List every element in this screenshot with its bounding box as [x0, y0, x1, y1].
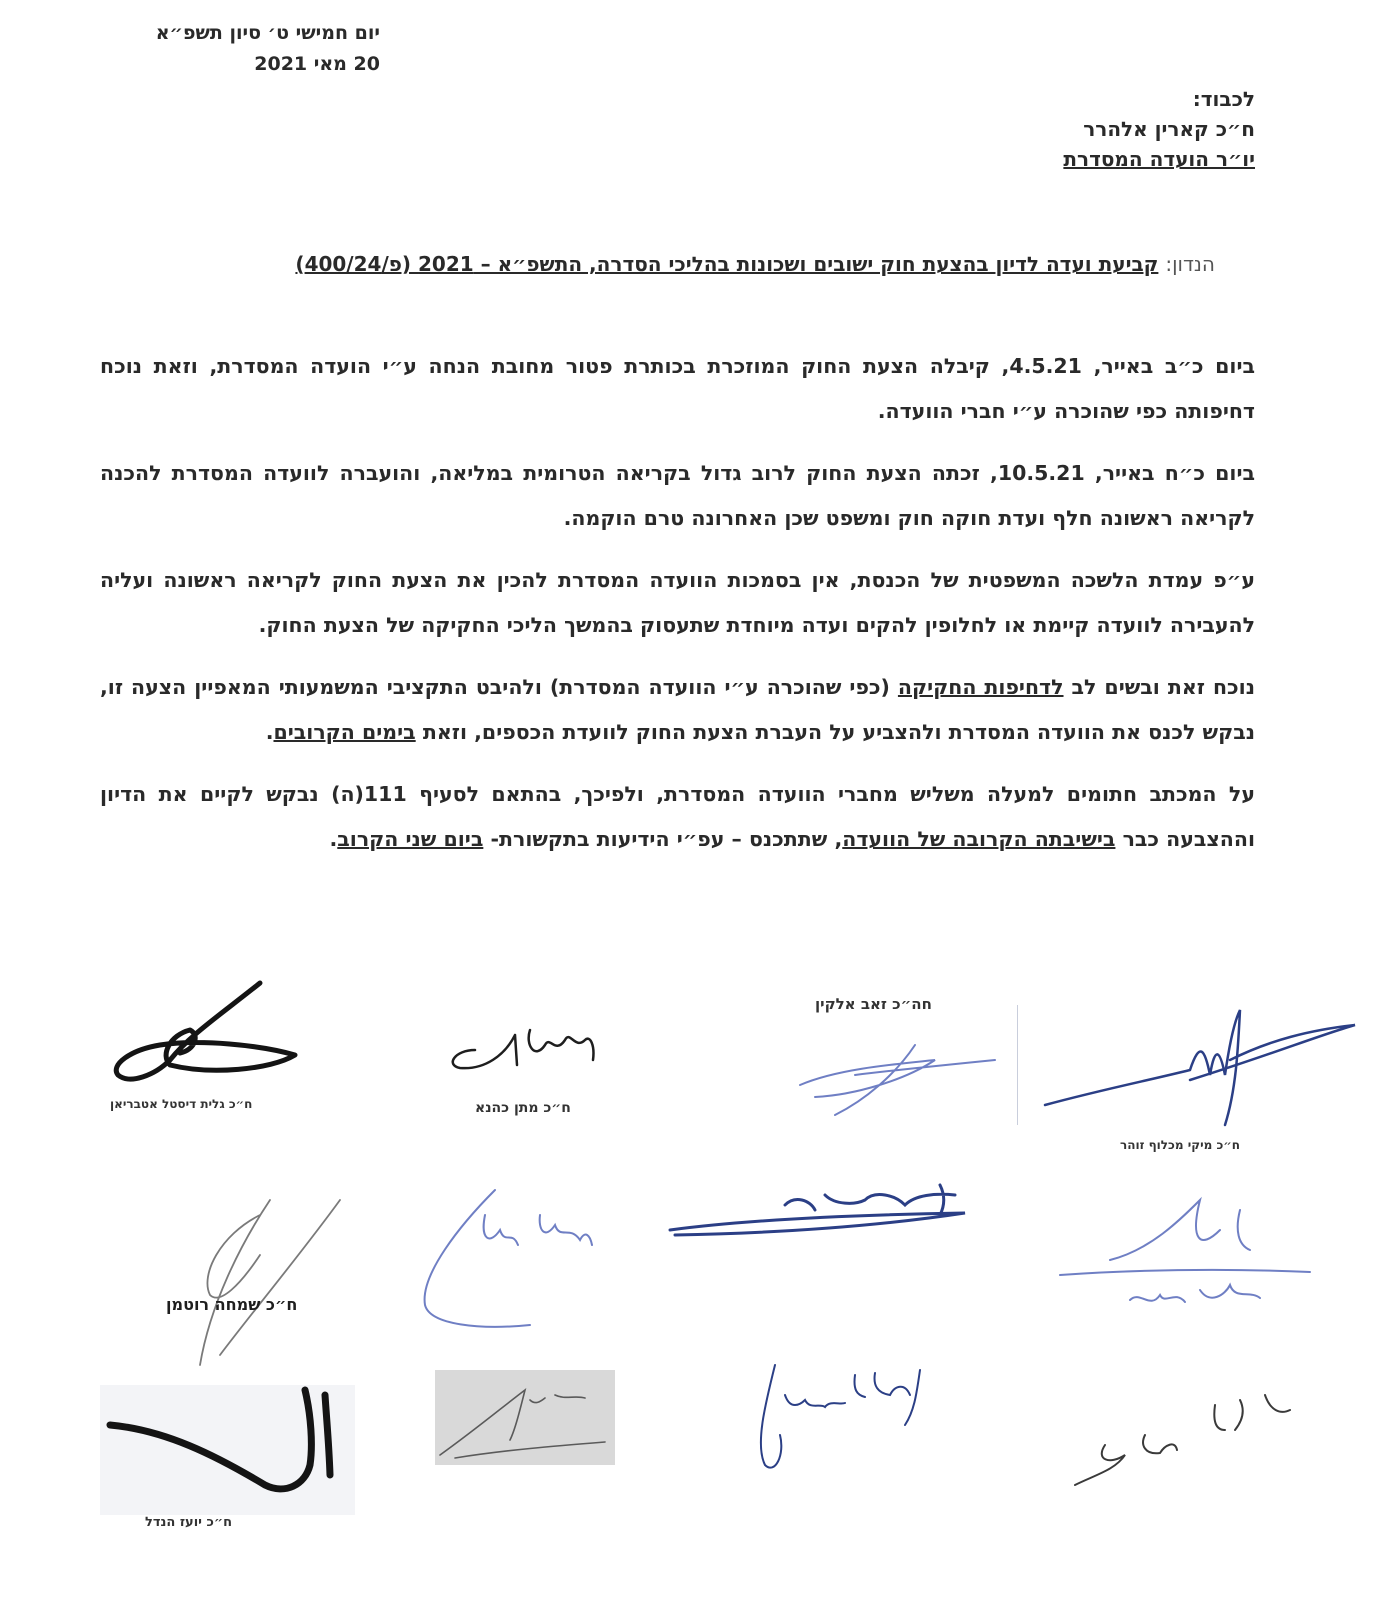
coming-days-underline: בימים הקרובים — [273, 720, 416, 744]
signature-row2-col3 — [665, 1175, 985, 1255]
signature-row3-col2 — [435, 1370, 615, 1465]
signature-row2-col4-ink — [1050, 1190, 1320, 1330]
signature-row3-col3-ink — [745, 1355, 945, 1485]
signature-rotman — [160, 1195, 380, 1375]
paragraph-3: ע״פ עמדת הלשכה המשפטית של הכנסת, אין בסמכות הוועדה המסדרת להכין את הצעת החוק לקריאה ראשונה ועליה להעבירה לוועדה קיימת או לחלופין להקים ועדה מיוחדת שתעסוק בהמשך הליכי החקיקה של הצעת החוק. — [100, 568, 1255, 637]
addressee-name: ח״כ קארין אלהרר — [1083, 117, 1255, 141]
signature-row3-col4 — [1065, 1385, 1305, 1495]
signature-distel-ink — [100, 975, 320, 1105]
signature-row2-col2-ink — [420, 1185, 620, 1335]
next-monday-underline: ביום שני הקרוב — [337, 827, 484, 851]
signature-hendel-name: ח״כ יועז הנדל — [145, 1515, 233, 1530]
addressee-block — [1063, 84, 1255, 174]
signature-separator-line — [1017, 1005, 1018, 1125]
paragraph-1: ביום כ״ב באייר, 4.5.21, קיבלה הצעת החוק המוזכרת בכותרת פטור מחובת הנחה ע״י הועדה המסדרת, וזאת נוכח דחיפותה כפי שהוכרה ע״י חברי הוועדה. — [100, 354, 1255, 423]
signature-makhluf-zohar-name: ח״כ מיקי מכלוף זוהר — [1120, 1138, 1241, 1152]
paragraph-2: ביום כ״ח באייר, 10.5.21, זכתה הצעת החוק לרוב גדול בקריאה הטרומית במליאה, והועברה לוועדה המסדרת להכנה לקריאה ראשונה חלף ועדת חוקה חוק ומשפט שכן האחרונה טרם הוקמה. — [100, 461, 1255, 530]
signature-kahana-ink — [445, 1010, 625, 1090]
signature-hendel-ink — [105, 1385, 350, 1505]
signature-kahana — [445, 1010, 625, 1140]
signature-distel-name: ח״כ גלית דיסטל אטבריאן — [110, 1097, 253, 1111]
signature-elkin — [795, 995, 1005, 1125]
paragraph-5: על המכתב חתומים למעלה משליש מחברי הוועדה המסדרת, ולפיכך, בהתאם לסעיף 111(ה) נבקש לקיים את הדיון וההצבעה כבר בישיבתה הקרובה של הוועדה, שתתכנס – עפ״י הידיעות בתקשורת- ביום שני הקרוב. — [100, 782, 1255, 851]
addressee-role: יו״ר הועדה המסדרת — [1063, 147, 1255, 171]
subject-line — [135, 252, 1215, 276]
subject-text: קביעת ועדה לדיון בהצעת חוק ישובים ושכונות בהליכי הסדרה, התשפ״א – 2021 (פ/400/24) — [295, 252, 1159, 276]
signature-kahana-name: ח״כ מתן כהנא — [475, 1100, 571, 1116]
salutation: לכבוד: — [1192, 87, 1255, 111]
date-block — [100, 18, 380, 80]
letter-body — [100, 344, 1255, 879]
signature-row2-col3-ink — [665, 1175, 985, 1255]
signature-row3-col2-ink — [435, 1370, 615, 1465]
signature-row2-col2 — [420, 1185, 620, 1335]
signature-elkin-ink — [795, 1025, 1005, 1125]
signature-makhluf-zohar — [1040, 1000, 1360, 1160]
signature-makhluf-zohar-ink — [1040, 1000, 1360, 1130]
subject-label: הנדון: — [1165, 252, 1215, 276]
signature-rotman-ink — [160, 1195, 380, 1375]
signature-row2-col4 — [1050, 1190, 1320, 1330]
next-meeting-underline: בישיבתה הקרובה של הוועדה — [842, 827, 1116, 851]
signature-distel — [100, 975, 320, 1135]
signature-elkin-name: חה״כ זאב אלקין — [815, 995, 932, 1013]
signature-row3-col4-ink — [1065, 1385, 1305, 1495]
signature-hendel — [105, 1385, 350, 1545]
hebrew-date: יום חמישי ט׳ סיון תשפ״א — [155, 22, 380, 44]
paragraph-4: נוכח זאת ובשים לב לדחיפות החקיקה (כפי שהוכרה ע״י הוועדה המסדרת) ולהיבט התקציבי המשמעותי המאפיין הצעה זו, נבקש לכנס את הוועדה המסדרת ולהצביע על העברת הצעת החוק לוועדת הכספים, וזאת בימים הקרובים. — [100, 675, 1255, 744]
gregorian-date: 20 מאי 2021 — [254, 53, 380, 75]
signature-row3-col3 — [745, 1355, 945, 1485]
signature-rotman-name: ח״כ שמחה רוטמן — [166, 1295, 298, 1314]
urgency-underline: לדחיפות החקיקה — [897, 675, 1064, 699]
